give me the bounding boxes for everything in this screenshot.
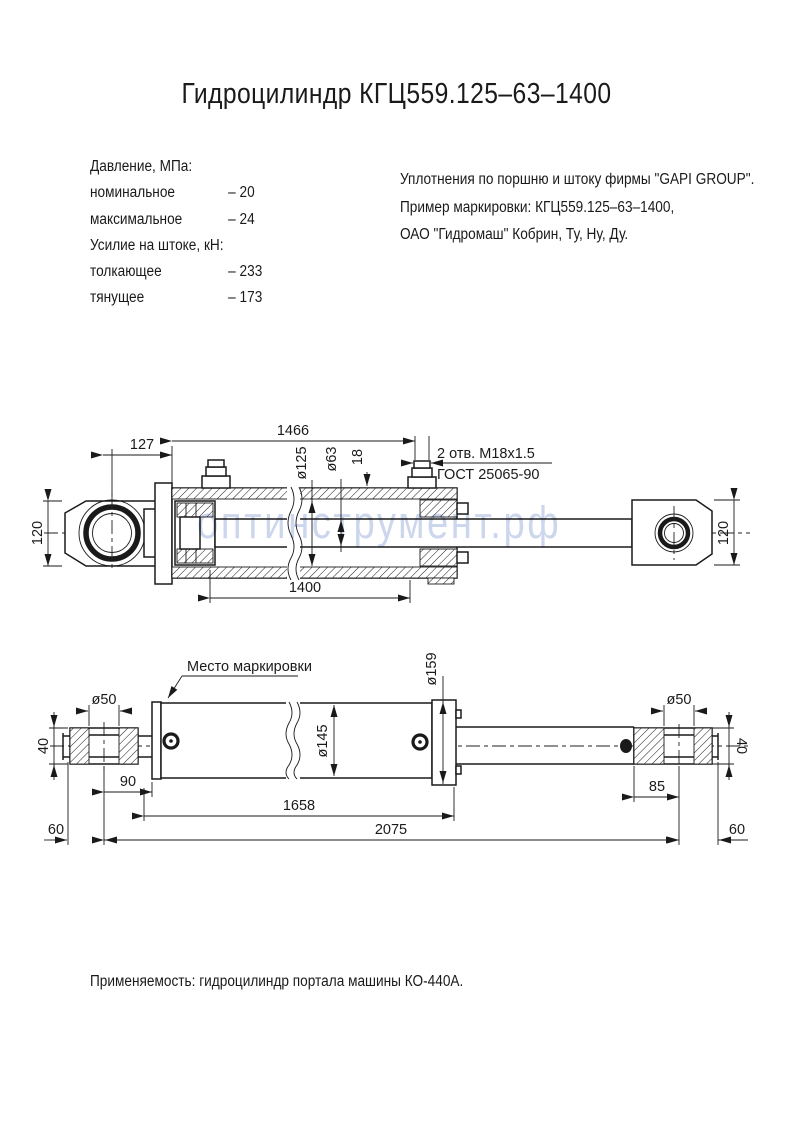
- left-eye-section: [63, 722, 152, 770]
- marking-label: Место маркировки: [187, 659, 312, 675]
- marking-callout: [168, 659, 312, 698]
- dim-1400: 1400: [288, 580, 322, 596]
- dim-1466: 1466: [276, 423, 310, 439]
- page-title: Гидроцилиндр КГЦ559.125–63–1400: [181, 78, 612, 110]
- application-note: Применяемость: гидроцилиндр портала машины КО-440А.: [90, 973, 464, 990]
- break-lines: [286, 702, 300, 779]
- head-tab-top: [456, 710, 461, 718]
- note-line-seals: Уплотнения по поршню и штоку фирмы "GAPI GROUP".: [400, 171, 755, 188]
- outside-view-drawing: [0, 650, 793, 865]
- spec-force-header: Усилие на штоке, кН:: [90, 236, 224, 254]
- dim-dia63: ø63: [324, 446, 340, 472]
- dim-dia159: ø159: [424, 652, 440, 686]
- spec-row-pull: [90, 285, 319, 311]
- spec-value: – 24: [228, 210, 255, 228]
- watermark: оптинструмент.рф: [197, 497, 562, 548]
- dim-120-right: 120: [716, 520, 732, 546]
- dim-dia145: ø145: [315, 724, 331, 758]
- note-line-manufacturer: ОАО "Гидромаш" Кобрин, Ту, Ну, Ду.: [400, 226, 629, 244]
- dim-120-left: 120: [30, 520, 46, 546]
- gland-bottom: [420, 549, 457, 566]
- rod: [456, 727, 634, 764]
- port-fitting-right: [408, 461, 436, 488]
- dim-40-left: 40: [36, 737, 52, 755]
- dim-90: 90: [119, 774, 137, 790]
- dim-dia50-left: ø50: [91, 692, 117, 708]
- spec-pressure-header: Давление, МПа:: [90, 158, 193, 175]
- front-cap: [152, 702, 161, 779]
- dim-60-right: 60: [728, 822, 746, 838]
- dim-1658: 1658: [282, 798, 316, 814]
- dim-18: 18: [350, 448, 366, 466]
- dim-127: 127: [129, 437, 155, 453]
- right-eye-body: [632, 500, 712, 565]
- dim-dia125: ø125: [294, 446, 310, 480]
- gland-tab: [428, 578, 454, 584]
- spec-value: – 20: [228, 184, 255, 202]
- spec-value: – 233: [228, 263, 263, 281]
- spec-row-nominal: [90, 180, 319, 206]
- cylinder-head: [432, 700, 456, 785]
- right-eye-section: [634, 724, 718, 768]
- spec-label: номинальное: [90, 184, 176, 202]
- gland-nut-bottom: [457, 552, 468, 563]
- spec-label: максимальное: [90, 210, 183, 228]
- dim-60-left: 60: [47, 822, 65, 838]
- holes-note-line1: 2 отв. M18x1.5: [437, 446, 535, 462]
- note-line-marking: Пример маркировки: КГЦ559.125–63–1400,: [400, 198, 675, 216]
- spec-row-push: [90, 259, 319, 285]
- dim-85: 85: [648, 779, 666, 795]
- rear-cap: [155, 483, 172, 584]
- dim-2075: 2075: [374, 822, 408, 838]
- spec-row-max: [90, 207, 319, 233]
- piston-seal-bottom: [177, 549, 213, 563]
- notes-block: [400, 166, 770, 249]
- port-fitting-left: [202, 460, 230, 488]
- spec-value: – 173: [228, 289, 263, 307]
- tube-wall-bottom: [172, 567, 457, 578]
- spec-label: тянущее: [90, 289, 145, 307]
- holes-note-line2: ГОСТ 25065-90: [437, 467, 540, 483]
- spec-label: толкающее: [90, 263, 162, 281]
- dim-40-right: 40: [733, 737, 749, 755]
- rod-pin: [620, 739, 632, 753]
- dim-dia50-right: ø50: [666, 692, 692, 708]
- head-tab-bottom: [456, 766, 461, 774]
- spec-block: [90, 154, 319, 312]
